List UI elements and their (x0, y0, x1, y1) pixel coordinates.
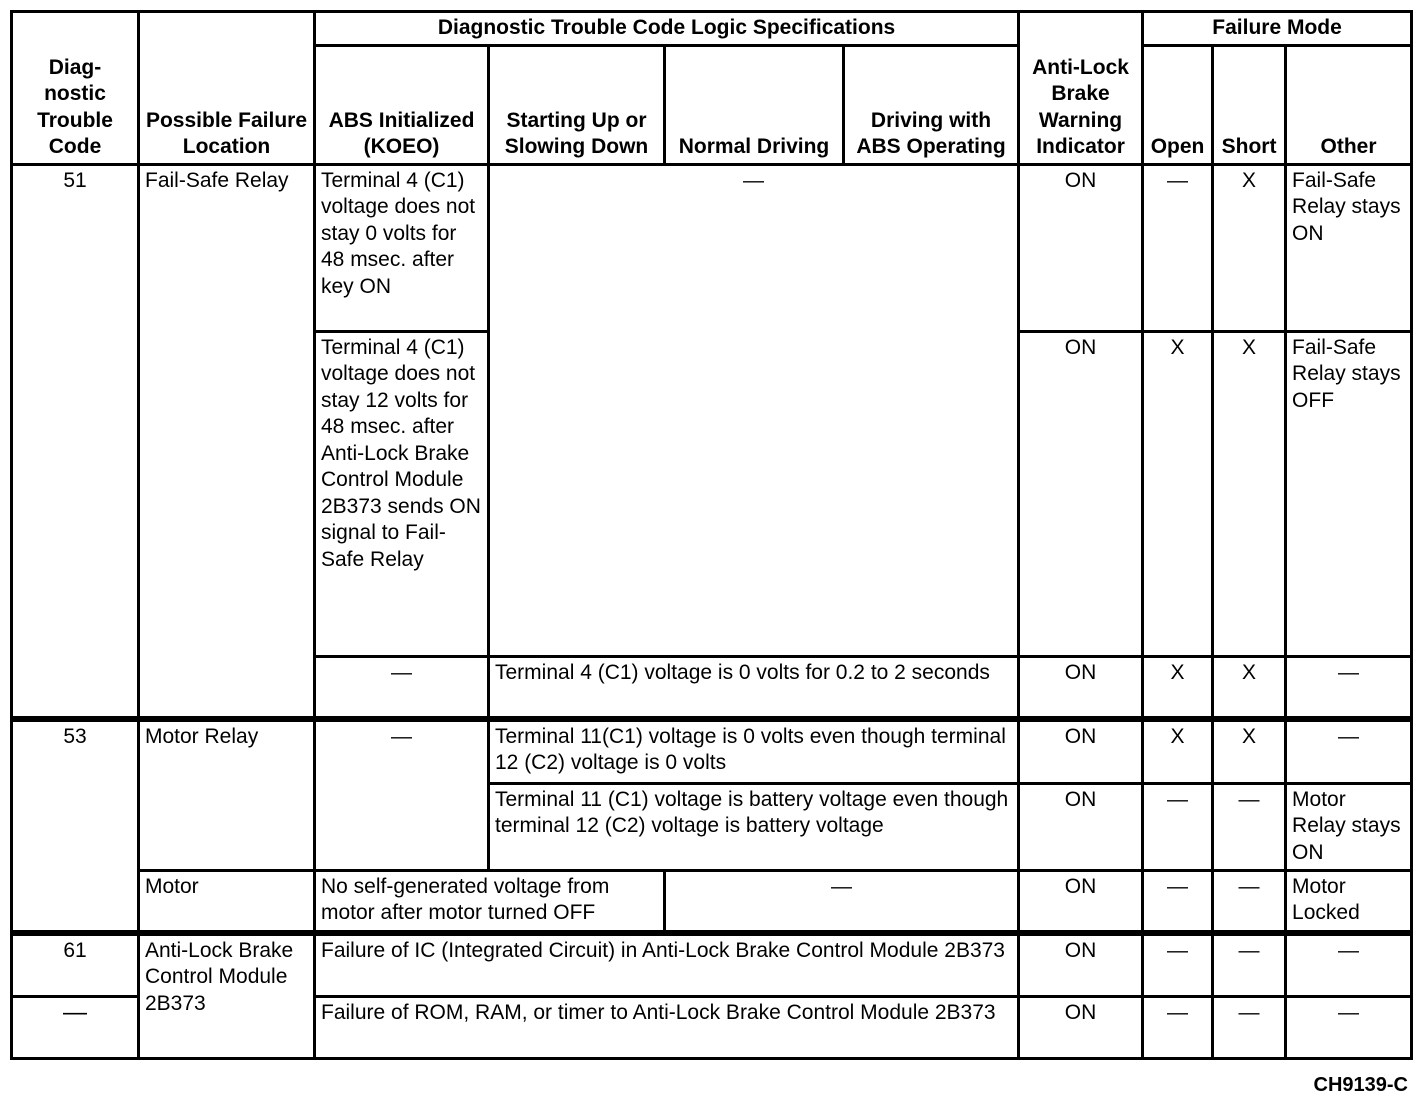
other-cell: — (1286, 656, 1412, 719)
other-cell: Motor Relay stays ON (1286, 783, 1412, 870)
open-cell: — (1143, 783, 1213, 870)
logic-cell: — (665, 870, 1019, 933)
other-cell: Fail-Safe Relay stays ON (1286, 164, 1412, 331)
warning-cell: ON (1019, 933, 1143, 997)
logic-cell: Terminal 4 (C1) voltage is 0 volts for 0.2 to 2 seconds (489, 656, 1019, 719)
open-cell: — (1143, 870, 1213, 933)
warning-cell: ON (1019, 996, 1143, 1058)
header-location: Possible Failure Location (139, 12, 315, 165)
open-cell: — (1143, 996, 1213, 1058)
table-row (12, 933, 1412, 997)
short-cell: — (1213, 783, 1286, 870)
open-cell: X (1143, 331, 1213, 656)
table-row (12, 719, 1412, 784)
header-short: Short (1213, 45, 1286, 164)
header-failure-mode: Failure Mode (1143, 12, 1412, 46)
header-warning: Anti-Lock Brake Warning Indicator (1019, 12, 1143, 165)
header-logic-group: Diagnostic Trouble Code Logic Specifications (315, 12, 1019, 46)
short-cell: X (1213, 719, 1286, 784)
other-cell: Fail-Safe Relay stays OFF (1286, 331, 1412, 656)
header-starting: Starting Up or Slowing Down (489, 45, 665, 164)
failure-location: Motor Relay (139, 719, 315, 871)
other-cell: — (1286, 933, 1412, 997)
dtc-code: 51 (12, 164, 139, 719)
other-cell: Motor Locked (1286, 870, 1412, 933)
other-cell: — (1286, 996, 1412, 1058)
failure-location: Motor (139, 870, 315, 933)
open-cell: — (1143, 933, 1213, 997)
header-normal: Normal Driving (665, 45, 844, 164)
other-cell: — (1286, 719, 1412, 784)
warning-cell: ON (1019, 331, 1143, 656)
header-open: Open (1143, 45, 1213, 164)
short-cell: — (1213, 933, 1286, 997)
logic-cell: Failure of ROM, RAM, or timer to Anti-Lock Brake Control Module 2B373 (315, 996, 1019, 1058)
short-cell: X (1213, 164, 1286, 331)
warning-cell: ON (1019, 164, 1143, 331)
abs-init-cell: Terminal 4 (C1) voltage does not stay 12 volts for 48 msec. after Anti-Lock Brake Control Module 2B373 sends ON signal to Fail-Safe Relay (315, 331, 489, 656)
short-cell: X (1213, 331, 1286, 656)
open-cell: — (1143, 164, 1213, 331)
failure-location: Fail-Safe Relay (139, 164, 315, 719)
abs-init-cell: — (315, 719, 489, 871)
header-other: Other (1286, 45, 1412, 164)
header-driving-abs: Driving with ABS Operating (844, 45, 1019, 164)
warning-cell: ON (1019, 870, 1143, 933)
figure-code: CH9139-C (1313, 1074, 1408, 1096)
warning-cell: ON (1019, 656, 1143, 719)
header-abs-init: ABS Initialized (KOEO) (315, 45, 489, 164)
warning-cell: ON (1019, 783, 1143, 870)
short-cell: X (1213, 656, 1286, 719)
logic-cell: No self-generated voltage from motor after motor turned OFF (315, 870, 665, 933)
dtc-logic-table (10, 10, 1413, 1060)
logic-cell: Terminal 11(C1) voltage is 0 volts even though terminal 12 (C2) voltage is 0 volts (489, 719, 1019, 784)
logic-cell: Terminal 11 (C1) voltage is battery voltage even though terminal 12 (C2) voltage is battery voltage (489, 783, 1019, 870)
table-row (12, 870, 1412, 933)
short-cell: — (1213, 996, 1286, 1058)
warning-cell: ON (1019, 719, 1143, 784)
table-row (12, 164, 1412, 331)
abs-init-cell: — (315, 656, 489, 719)
open-cell: X (1143, 719, 1213, 784)
header-row (12, 12, 1412, 46)
logic-cell: — (489, 164, 1019, 656)
failure-location: Anti-Lock Brake Control Module 2B373 (139, 933, 315, 1059)
dtc-code: — (12, 996, 139, 1058)
abs-init-cell: Terminal 4 (C1) voltage does not stay 0 volts for 48 msec. after key ON (315, 164, 489, 331)
open-cell: X (1143, 656, 1213, 719)
short-cell: — (1213, 870, 1286, 933)
dtc-code: 61 (12, 933, 139, 997)
header-dtc: Diag- nostic Trouble Code (12, 12, 139, 165)
dtc-code: 53 (12, 719, 139, 933)
logic-cell: Failure of IC (Integrated Circuit) in Anti-Lock Brake Control Module 2B373 (315, 933, 1019, 997)
